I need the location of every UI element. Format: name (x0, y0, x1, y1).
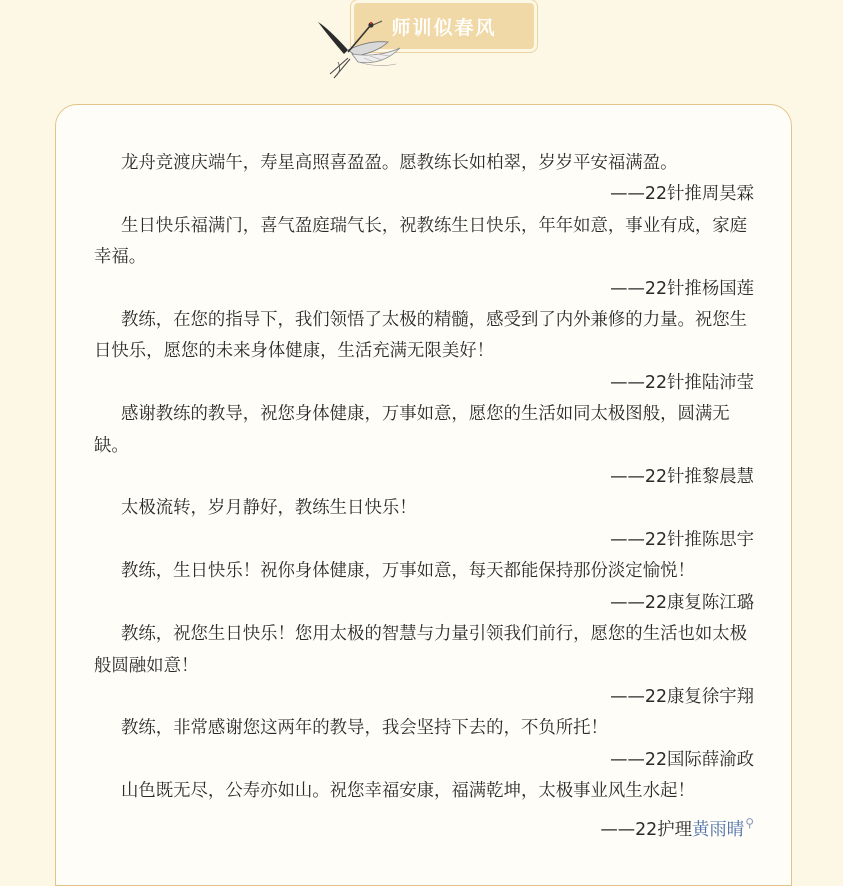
message-signature: ——22针推陆沛莹 (610, 372, 754, 393)
message-signature: ——22针推黎晨慧 (610, 467, 754, 488)
message-signature: ——22国际薛渝政 (610, 749, 754, 770)
message-text: 教练，非常感谢您这两年的教导，我会坚持下去的，不负所托！ (120, 718, 608, 739)
message-text: 山色既无尽，公寿亦如山。祝您幸福安康，福满乾坤，太极事业风生水起！ (120, 781, 695, 802)
message-text: 教练，生日快乐！祝你身体健康，万事如意，每天都能保持那份淡定愉悦！ (120, 561, 695, 582)
name-search-link[interactable]: 黄雨晴 (692, 819, 745, 840)
crane-icon (308, 18, 412, 82)
message-signature: ——22康复陈江璐 (610, 592, 754, 613)
message-text: 感谢教练的教导，祝您身体健康，万事如意，愿您的生活如同太极图般，圆满无缺。 (94, 404, 730, 456)
message-signature (94, 808, 754, 846)
message-signature: ——22针推杨国莲 (610, 278, 754, 299)
message-text: 龙舟竞渡庆端午，寿星高照喜盈盈。愿教练长如柏翠，岁岁平安福满盈。 (120, 153, 678, 173)
message-text: 教练，在您的指导下，我们领悟了太极的精髓，感受到了内外兼修的力量。祝您生日快乐，愿您的未来身体健康，生活充满无限美好！ (94, 310, 748, 362)
signature-prefix: ——22护理 (600, 819, 693, 840)
message-list (94, 148, 754, 846)
header-title: 师训似春风 (391, 17, 497, 39)
message-signature: ——22康复徐宇翔 (610, 686, 754, 707)
message-signature: ——22针推周昊霖 (610, 184, 754, 205)
search-icon[interactable]: ⚲ (745, 815, 754, 830)
message-signature: ——22针推陈思宇 (610, 529, 754, 550)
message-text: 生日快乐福满门，喜气盈庭瑞气长，祝教练生日快乐，年年如意，事业有成，家庭幸福。 (94, 215, 748, 268)
message-text: 教练，祝您生日快乐！您用太极的智慧与力量引领我们前行，愿您的生活也如太极般圆融如意！ (94, 624, 748, 676)
message-text: 太极流转，岁月静好，教练生日快乐！ (120, 498, 417, 519)
